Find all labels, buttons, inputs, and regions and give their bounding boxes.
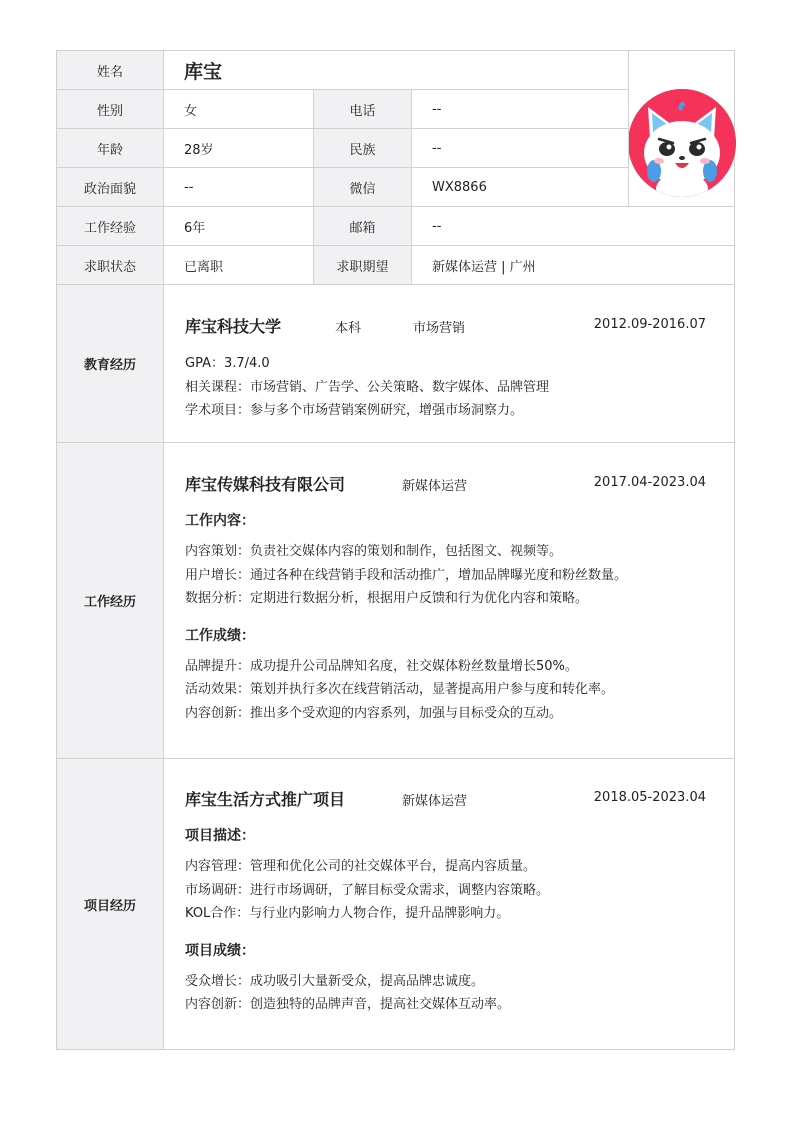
work-date: 2017.04-2023.04 xyxy=(593,475,706,490)
experience-label: 工作经验 xyxy=(57,207,163,245)
email-value: -- xyxy=(432,218,442,234)
work-result-title: 工作成绩： xyxy=(185,627,255,644)
phone-label: 电话 xyxy=(314,90,411,128)
name-label: 姓名 xyxy=(57,51,163,89)
education-line: 相关课程：市场营销、广告学、公关策略、数字媒体、品牌管理 xyxy=(185,379,550,395)
wechat-value: WX8866 xyxy=(432,179,487,195)
education-school: 库宝科技大学 xyxy=(185,317,282,336)
project-desc-line: 市场调研：进行市场调研，了解目标受众需求，调整内容策略。 xyxy=(185,882,550,898)
education-line: 学术项目：参与多个市场营销案例研究，增强市场洞察力。 xyxy=(185,403,524,418)
work-content-line: 用户增长：通过各种在线营销手段和活动推广，增加品牌曝光度和粉丝数量。 xyxy=(185,567,628,583)
education-date: 2012.09-2016.07 xyxy=(593,317,706,332)
experience-value: 6年 xyxy=(184,220,206,236)
status-value: 已离职 xyxy=(184,259,224,275)
work-content-line: 内容策划：负责社交媒体内容的策划和制作，包括图文、视频等。 xyxy=(185,544,563,559)
education-label: 教育经历 xyxy=(57,285,163,442)
political-value: -- xyxy=(184,179,194,195)
work-result-line: 内容创新：推出多个受欢迎的内容系列，加强与目标受众的互动。 xyxy=(185,705,563,721)
work-company: 库宝传媒科技有限公司 xyxy=(185,475,346,494)
project-result-line: 受众增长：成功吸引大量新受众，提高品牌忠诚度。 xyxy=(185,973,485,989)
work-result-line: 品牌提升：成功提升公司品牌知名度，社交媒体粉丝数量增长50%。 xyxy=(185,658,578,674)
project-desc-line: KOL合作：与行业内影响力人物合作，提升品牌影响力。 xyxy=(185,906,510,921)
political-label: 政治面貌 xyxy=(57,168,163,206)
education-major: 市场营销 xyxy=(413,321,466,336)
work-section xyxy=(164,443,734,758)
education-section xyxy=(164,285,734,442)
work-content-line: 数据分析：定期进行数据分析，根据用户反馈和行为优化内容和策略。 xyxy=(185,591,589,606)
expect-label: 求职期望 xyxy=(314,246,411,284)
expect-value: 新媒体运营 | 广州 xyxy=(432,259,536,275)
wechat-label: 微信 xyxy=(314,168,411,206)
ethnicity-value: -- xyxy=(432,140,442,156)
cat-mascot-avatar-icon xyxy=(628,89,736,197)
project-section xyxy=(164,759,734,1049)
work-content-title: 工作内容： xyxy=(185,513,255,529)
status-label: 求职状态 xyxy=(57,246,163,284)
work-label: 工作经历 xyxy=(57,443,163,758)
age-value: 28岁 xyxy=(184,142,214,158)
education-degree: 本科 xyxy=(335,321,362,336)
project-label: 项目经历 xyxy=(57,759,163,1049)
phone-value: -- xyxy=(432,101,442,117)
gender-label: 性别 xyxy=(57,90,163,128)
name-value: 库宝 xyxy=(184,60,223,83)
ethnicity-label: 民族 xyxy=(314,129,411,167)
age-label: 年龄 xyxy=(57,129,163,167)
project-desc-line: 内容管理：管理和优化公司的社交媒体平台，提高内容质量。 xyxy=(185,859,537,874)
project-date: 2018.05-2023.04 xyxy=(593,790,706,805)
work-result-line: 活动效果：策划并执行多次在线营销活动，显著提高用户参与度和转化率。 xyxy=(185,682,615,697)
project-role: 新媒体运营 xyxy=(402,794,468,809)
education-line: GPA：3.7/4.0 xyxy=(185,356,270,371)
project-result-title: 项目成绩： xyxy=(185,942,255,959)
project-desc-title: 项目描述： xyxy=(185,828,255,844)
email-label: 邮箱 xyxy=(314,207,411,245)
gender-value: 女 xyxy=(184,103,198,119)
project-name: 库宝生活方式推广项目 xyxy=(185,790,346,809)
work-role: 新媒体运营 xyxy=(402,479,468,494)
resume-table xyxy=(56,50,735,1050)
project-result-line: 内容创新：创造独特的品牌声音，提高社交媒体互动率。 xyxy=(185,997,511,1012)
